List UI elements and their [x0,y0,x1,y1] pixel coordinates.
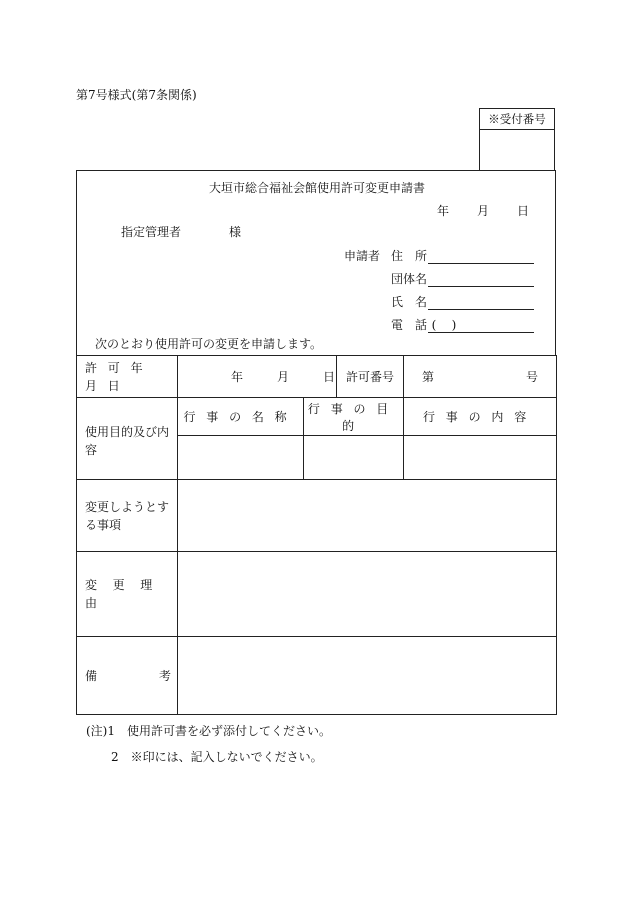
change-reason-label-text: 変更理由 [85,578,168,610]
change-reason-cell[interactable] [178,552,557,637]
permit-date-value[interactable] [178,356,337,398]
application-date[interactable] [437,202,529,219]
form-number: 第7号様式(第7条関係) [76,88,197,102]
remarks-label-left: 備 [85,668,98,683]
address-input-line[interactable] [428,249,534,264]
note-2-text: ※印には、記入しないでください。 [130,750,323,764]
permit-date-label [77,356,178,398]
address-field[interactable] [391,247,534,263]
phone-area-code[interactable] [428,318,460,333]
change-items-label: 変更しようとする事項 [77,480,178,552]
event-content-header-text: 行事の内容 [423,410,538,424]
addressee-name: 指定管理者 [121,225,182,239]
phone-field[interactable] [391,316,534,332]
remarks-label-right: 考 [158,668,171,683]
event-purpose-header-text: 行事の目的 [307,401,400,433]
phone-label: 電 話 [391,318,428,332]
event-name-header [178,398,304,436]
receipt-number-box [479,108,555,171]
applicant-caption: 申請者 [344,249,381,263]
date-month: 月 [476,204,489,218]
paren-open: ( [431,318,437,332]
phone-input-line[interactable] [460,318,534,333]
event-purpose-cell[interactable] [304,436,404,480]
date-day: 日 [516,204,529,218]
change-reason-label [77,552,178,637]
permit-date-label-text: 許可年月日 [85,360,154,393]
permit-number-label: 許可番号 [337,356,404,398]
remarks-cell[interactable] [178,637,557,715]
name-input-line[interactable] [428,295,534,310]
receipt-number-label: ※受付番号 [480,109,554,130]
permit-number-prefix: 第 [422,370,435,384]
purpose-header-row [77,398,557,436]
permit-month: 月 [277,370,290,384]
permit-number-suffix: 号 [526,370,539,384]
event-content-header [404,398,557,436]
change-reason-row [77,552,557,637]
note-1 [86,722,331,739]
event-content-cell[interactable] [404,436,557,480]
addressee-honorific: 様 [229,225,242,239]
note-1-text: 使用許可書を必ず添付してください。 [127,724,332,738]
event-name-cell[interactable] [178,436,304,480]
form-title: 大垣市総合福祉会館使用許可変更申請書 [208,181,425,195]
permit-year: 年 [230,370,243,384]
event-name-header-text: 行事の名称 [183,410,298,424]
change-items-row [77,480,557,552]
permit-number-value[interactable] [404,356,557,398]
name-label: 氏 名 [391,295,428,309]
application-header [76,170,556,356]
change-items-cell[interactable] [178,480,557,552]
purpose-label: 使用目的及び内容 [77,398,178,480]
paren-close: ) [451,318,457,332]
remarks-row [77,637,557,715]
note-1-prefix: (注)1 [86,724,115,738]
note-2-number: 2 [111,750,119,764]
group-name-input-line[interactable] [428,272,534,287]
application-table [76,355,557,715]
address-label: 住 所 [391,249,428,263]
event-purpose-header [304,398,404,436]
addressee [121,223,241,240]
permit-day: 日 [323,370,336,384]
receipt-number-field[interactable] [480,130,554,172]
group-name-label: 団体名 [391,272,428,286]
group-name-field[interactable] [391,270,534,286]
date-year: 年 [436,204,449,218]
remarks-label [77,637,178,715]
name-field[interactable] [391,293,534,309]
application-statement: 次のとおり使用許可の変更を申請します。 [95,337,323,351]
note-2 [111,748,323,765]
permit-date-row [77,356,557,398]
